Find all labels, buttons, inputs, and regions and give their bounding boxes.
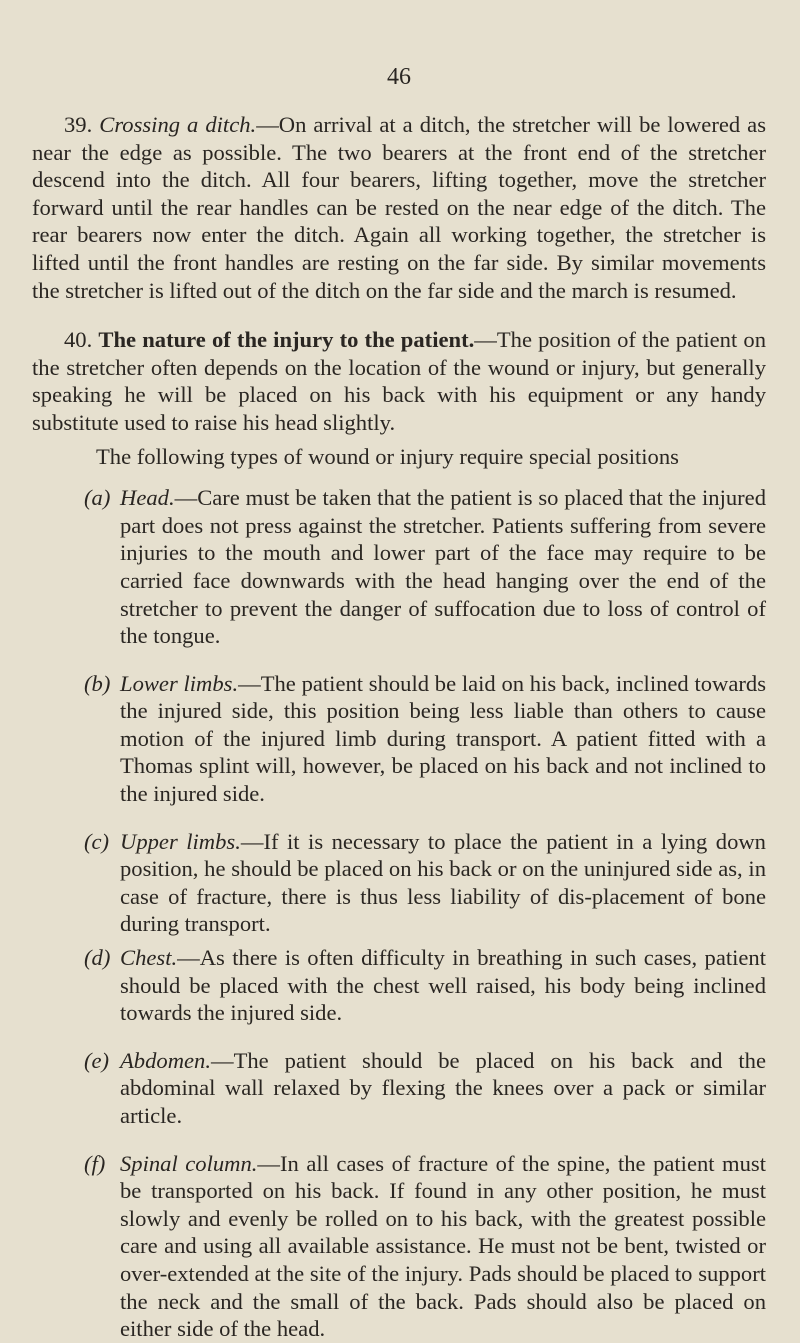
section-39-heading: Crossing a ditch. (99, 112, 257, 137)
list-marker: (b) (84, 670, 111, 696)
following-types-line: The following types of wound or injury require special positions (96, 443, 679, 469)
section-39 (32, 111, 766, 304)
section-40-heading: The nature of the injury to the patient. (98, 327, 475, 353)
item-heading: Spinal column. (120, 1150, 258, 1176)
section-39-body: —On arrival at a ditch, the stretcher will be lowered as near the edge as possible. The two bearers at the front end of the stretcher descend into the ditch. All four bearers, lifting together, move the stretcher forward until the rear handles can be rested on the near edge of the ditch. The rear bearers now enter the ditch. Again all working together, the stretcher is lifted until the front handles are resting on the far side. By similar movements the stretcher is lifted out of the ditch on the far side and the march is resumed. (32, 112, 767, 303)
list-item-upper-limbs (32, 828, 766, 938)
page-number: 46 (387, 64, 411, 90)
item-body: —If it is necessary to place the patient in a lying down position, he should be placed on his back or on the uninjured side as, in case of fracture, there is thus less liability of dis-placement of bone during transport. (120, 828, 766, 937)
list-marker: (d) (84, 945, 111, 971)
list-item-abdomen (32, 1047, 766, 1130)
list-marker: (f) (84, 1150, 106, 1176)
list-item-head (32, 484, 766, 650)
list-item-spinal-column (32, 1150, 766, 1343)
item-heading: Upper limbs. (120, 828, 241, 854)
item-heading: Chest. (120, 945, 178, 971)
item-body: —The patient should be laid on his back, inclined towards the injured side, this position being less liable than others to cause motion of the injured limb during transport. A patient fitted with a Thomas splint will, however, be placed on his back and not inclined to the injured side. (120, 670, 766, 807)
item-body: —Care must be taken that the patient is so placed that the injured part does not press against the stretcher. Patients suffering from severe injuries to the mouth and lower part of the face may require to be carried face downwards with the head hanging over the end of the stretcher to prevent the danger of suffocation due to loss of control of the tongue. (120, 485, 766, 649)
item-heading: Abdomen. (120, 1047, 211, 1073)
item-heading: Head. (120, 485, 175, 511)
section-40-number: 40. (64, 327, 93, 353)
list-marker: (a) (84, 485, 111, 511)
item-body: —As there is often difficulty in breathing in such cases, patient should be placed with the chest well raised, his body being inclined towards the injured side. (120, 945, 766, 1026)
item-heading: Lower limbs. (120, 670, 239, 696)
list-marker: (e) (84, 1047, 110, 1073)
item-body: —In all cases of fracture of the spine, the patient must be transported on his back. If found in any other position, he must slowly and evenly be rolled on to his back, with the greatest possible care and using all available assistance. He must not be bent, twisted or over-extended at the site of the injury. Pads should be placed to support the neck and the small of the back. Pads should also be placed on either side of the head. (120, 1150, 766, 1342)
section-40-body: —The position of the patient on the stretcher often depends on the location of the wound or injury, but generally speaking he will be placed on his back with his equipment or any handy substitute used to raise his head slightly. (32, 327, 766, 435)
list-item-lower-limbs (32, 670, 766, 808)
list-item-chest (32, 944, 766, 1027)
section-40 (32, 326, 766, 436)
list-marker: (c) (84, 828, 110, 854)
item-body: —The patient should be placed on his back and the abdominal wall relaxed by flexing the knees over a pack or similar article. (120, 1047, 766, 1128)
section-39-number: 39. (64, 112, 93, 137)
